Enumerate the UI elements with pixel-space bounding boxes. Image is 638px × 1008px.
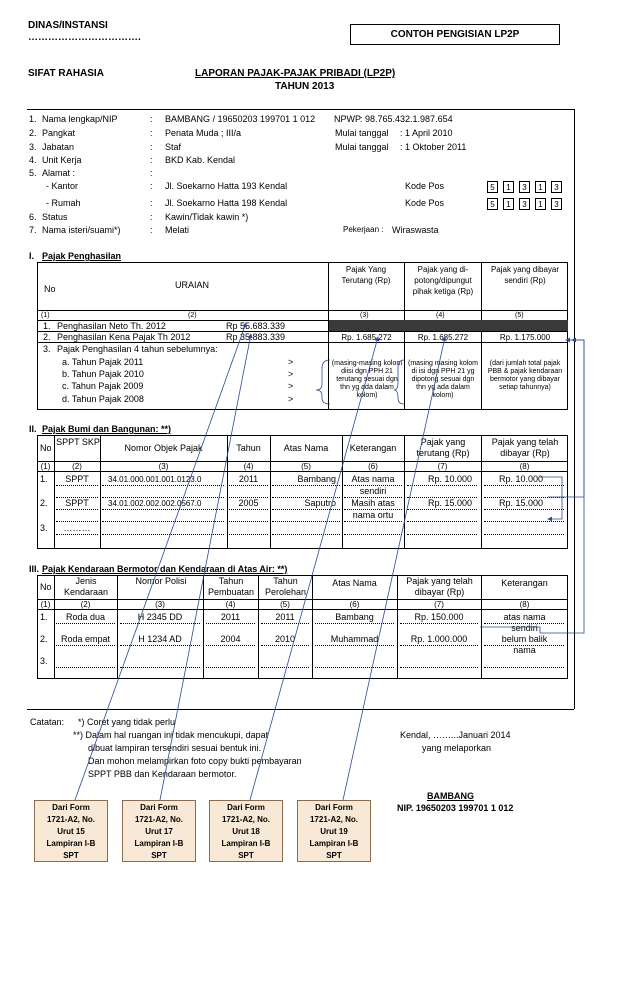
s2-row-ket2: sendiri — [359, 486, 387, 496]
form-box-line: 1721-A2, No. — [46, 815, 96, 824]
s2-idx-cell: (4) — [243, 462, 254, 471]
s1-note-dipotong: (masing masing kolom di isi dgn PPH 21 yg dipotong sesuai dgn thn yg ada dalam kolom) — [407, 360, 479, 399]
form-box-line: 1721-A2, No. — [221, 815, 271, 824]
s3-h-polisi: Nomor Polisi — [135, 576, 187, 586]
postal-code-digit: 5 — [487, 198, 498, 210]
identity-value: Jl. Soekarno Hatta 193 Kendal — [165, 181, 288, 191]
s3-h-nama: Atas Nama — [332, 578, 377, 588]
s2-h-sppt: SPPT SKP — [56, 437, 100, 447]
form-box-line: Urut 19 — [320, 827, 348, 836]
s3-row-no: 2. — [40, 634, 48, 644]
identity-no: 4. — [29, 155, 37, 165]
s1-row3-no: 3. — [43, 344, 51, 354]
s1-row1-no: 1. — [43, 321, 51, 331]
sign-nip: NIP. 19650203 199701 1 012 — [397, 803, 514, 813]
section1-roman: I. — [29, 251, 35, 261]
s3-idx-cell: (5) — [280, 600, 290, 609]
identity-sep: : — [150, 168, 153, 178]
arrow-form17 — [160, 334, 251, 800]
arrow-s2-to-s1 — [548, 340, 584, 497]
s3-idx-cell: (2) — [80, 600, 91, 609]
s3-row-bayar: Rp. 1.000.000 — [410, 634, 468, 644]
s1-row3-text: Pajak Penghasilan 4 tahun sebelumnya: — [57, 344, 218, 354]
s3-row-polisi: H 2345 DD — [137, 612, 183, 622]
identity-sep: : — [150, 142, 153, 152]
identity-sep: : — [150, 181, 153, 191]
s3-row-oleh: 2010 — [274, 634, 296, 644]
s1-note-terutang: (masing-masing kolom diisi dgn PPH 21 terutang sesuai dgn thn yg ada dalam kolom) — [331, 360, 403, 399]
notes-label: Catatan: — [30, 717, 65, 727]
identity-value: Melati — [165, 225, 190, 235]
secrecy-label: SIFAT RAHASIA — [28, 68, 104, 79]
form-box-line: SPT — [63, 851, 79, 860]
form-box-line: Urut 15 — [57, 827, 85, 836]
s3-row-jenis: Roda empat — [60, 634, 111, 644]
identity-extra-value: : 98.765.432.1.987.654 — [360, 114, 453, 124]
report-title: LAPORAN PAJAK-PAJAK PRIBADI (LP2P) — [195, 68, 396, 79]
s3-row-no: 3. — [40, 656, 48, 666]
s1-sub-a-mark: > — [288, 357, 294, 367]
s2-idx-cell: (3) — [158, 462, 169, 471]
identity-sep: : — [150, 114, 153, 124]
s3-row-polisi: H 1234 AD — [138, 634, 182, 644]
s2-row-sppt: ……… — [63, 523, 91, 533]
s1-idx-1: (1) — [41, 312, 50, 319]
s3-row-ket2: nama — [513, 645, 536, 655]
identity-label: Nama lengkap/NIP — [42, 114, 118, 124]
identity-sep: : — [150, 225, 153, 235]
s1-sub-c: c. Tahun Pajak 2009 — [62, 381, 144, 391]
section2-roman: II. — [29, 424, 37, 434]
s1-sub-c-mark: > — [288, 381, 294, 391]
form-box-line: SPT — [151, 851, 167, 860]
s3-h-jenis: Jenis Kendaraan — [63, 576, 109, 597]
s1-note-sendiri: (dari jumlah total pajak PBB & pajak kendaraan bermotor yang dibayar setiap tahunnya) — [487, 360, 563, 391]
s2-row-no: 2. — [40, 498, 48, 508]
s2-row-tahun: 2005 — [238, 498, 259, 508]
s2-row-dibayar: Rp. 15.000 — [498, 498, 543, 508]
s3-h-bayar: Pajak yang telah dibayar (Rp) — [406, 576, 473, 597]
s2-idx-cell: (7) — [437, 462, 448, 471]
s2-row-nama: Bambang — [297, 474, 336, 484]
s1-row2-sendiri: Rp. 1.175.000 — [499, 333, 551, 342]
section2-title: Pajak Bumi dan Bangunan: **) — [42, 424, 172, 434]
identity-label: - Kantor — [46, 181, 79, 191]
s3-row-ket: belum balik — [501, 634, 548, 644]
postal-code-digit: 5 — [487, 181, 498, 193]
s2-h-no: No — [40, 443, 52, 453]
arrow-form19 — [343, 337, 445, 800]
s3-idx-cell: (3) — [155, 600, 165, 609]
s3-row-oleh: 2011 — [275, 612, 295, 622]
s2-row-no: 3. — [40, 523, 48, 533]
identity-extra-label: Mulai tanggal — [335, 142, 389, 152]
identity-label: Unit Kerja — [42, 155, 82, 165]
identity-label: Nama isteri/suami*) — [42, 225, 121, 235]
s1-row2-no: 2. — [43, 332, 51, 342]
s2-row-ket: Masih atas — [351, 498, 395, 508]
form-box-line: Dari Form — [140, 803, 178, 812]
s2-row-terutang: Rp. 10.000 — [427, 474, 472, 484]
s2-idx-cell: (8) — [519, 462, 530, 471]
s1-idx-5: (5) — [515, 312, 524, 319]
form-box-line: Dari Form — [227, 803, 265, 812]
s3-idx-cell: (8) — [519, 600, 530, 609]
s1-sub-d-mark: > — [288, 394, 294, 404]
identity-extra-label: Pekerjaan : — [343, 225, 384, 234]
s2-idx-cell: (1) — [40, 462, 51, 471]
s1-idx-4: (4) — [436, 312, 445, 319]
brace-s1-dipotong — [394, 360, 404, 404]
s2-row-terutang: Rp. 15.000 — [427, 498, 472, 508]
note-2: **) Dalam hal ruangan ini tidak mencukupi, dapat — [73, 730, 269, 740]
s2-h-terutang: Pajak yang terutang (Rp) — [416, 437, 470, 458]
arrow-form18 — [250, 337, 378, 800]
s1-sub-d: d. Tahun Pajak 2008 — [62, 394, 144, 404]
s3-row-bayar: Rp. 150.000 — [414, 612, 464, 622]
form-box-line: Lampiran I-B — [221, 839, 271, 848]
postal-code-digit: 1 — [535, 181, 546, 193]
s2-h-ket: Keterangan — [349, 443, 397, 453]
s2-row-sppt: SPPT — [65, 474, 89, 484]
note-1: *) Coret yang tidak perlu — [78, 717, 176, 727]
s3-h-no: No — [40, 582, 52, 592]
identity-no: 7. — [29, 225, 37, 235]
sign-role: yang melaporkan — [422, 743, 492, 753]
s2-row-ket2: nama ortu — [352, 510, 394, 520]
s1-row2-terutang: Rp. 1.685.272 — [341, 333, 392, 342]
s3-h-oleh: Tahun Perolehan — [264, 576, 307, 597]
s1-col-terutang: Pajak Yang Terutang (Rp) — [341, 265, 391, 285]
identity-extra-value: : 1 April 2010 — [400, 128, 453, 138]
identity-extra-label: Kode Pos — [405, 181, 445, 191]
identity-value: Jl. Soekarno Hatta 198 Kendal — [165, 198, 288, 208]
form-box-line: Lampiran I-B — [134, 839, 184, 848]
note-3: dibuat lampiran tersendiri sesuai bentuk ini. — [88, 743, 262, 753]
postal-code-digit: 3 — [551, 181, 562, 193]
s1-idx-2: (2) — [188, 312, 197, 319]
identity-value: Staf — [165, 142, 182, 152]
identity-no: 1. — [29, 114, 37, 124]
identity-sep: : — [150, 155, 153, 165]
s2-row-dibayar: Rp. 10.000 — [498, 474, 543, 484]
s3-row-nama: Bambang — [335, 612, 374, 622]
s3-row-no: 1. — [40, 612, 48, 622]
sign-place-date: Kendal, ……...Januari 2014 — [400, 730, 511, 740]
form-box-line: Dari Form — [52, 803, 90, 812]
form-box-line: Urut 18 — [232, 827, 260, 836]
arrow-form15 — [75, 323, 246, 800]
s1-row2-amount: Rp 35.883.339 — [226, 332, 286, 342]
s2-h-nop: Nomor Objek Pajak — [124, 443, 203, 453]
s3-idx-cell: (1) — [40, 600, 51, 609]
identity-label: Alamat : — [42, 168, 76, 178]
identity-sep: : — [150, 198, 153, 208]
postal-code-digit: 1 — [535, 198, 546, 210]
s2-h-tahun: Tahun — [236, 443, 261, 453]
s3-idx-cell: (7) — [434, 600, 444, 609]
identity-value: Kawin/Tidak kawin *) — [165, 212, 249, 222]
form-box-line: Lampiran I-B — [46, 839, 96, 848]
form-box-line: 1721-A2, No. — [309, 815, 359, 824]
s2-row-ket: Atas nama — [351, 474, 395, 484]
note-5: SPPT PBB dan Kendaraan bermotor. — [88, 769, 237, 779]
identity-no: 5. — [29, 168, 37, 178]
s1-row2-dipotong: Rp. 1.685.272 — [417, 333, 469, 342]
s2-row-nop: 34.01.000.001.001.0123.0 — [108, 475, 202, 484]
s1-idx-3: (3) — [360, 312, 369, 319]
postal-code-digit: 3 — [551, 198, 562, 210]
identity-label: Jabatan — [42, 142, 75, 152]
form-box-line: Urut 17 — [145, 827, 173, 836]
postal-code-digit: 1 — [503, 181, 514, 193]
s1-col-sendiri: Pajak yang dibayar sendiri (Rp) — [490, 265, 560, 285]
s1-sub-b: b. Tahun Pajak 2010 — [62, 369, 144, 379]
form-box-line: Lampiran I-B — [309, 839, 359, 848]
s1-col-uraian: URAIAN — [175, 280, 210, 290]
s2-idx-cell: (2) — [72, 462, 82, 471]
identity-no: 6. — [29, 212, 37, 222]
identity-extra-label: Mulai tanggal — [335, 128, 389, 138]
s2-row-no: 1. — [40, 474, 48, 484]
identity-no: 3. — [29, 142, 37, 152]
s3-h-ket: Keterangan — [501, 578, 548, 588]
s3-row-buat: 2004 — [220, 634, 241, 644]
postal-code-digit: 3 — [519, 181, 530, 193]
identity-extra-label: NPWP — [334, 114, 361, 124]
postal-code-digit: 1 — [503, 198, 514, 210]
s2-row-tahun: 2011 — [238, 474, 259, 484]
agency-dots: ……………………………. — [28, 32, 141, 43]
s3-idx-cell: (6) — [349, 600, 360, 609]
identity-value: Penata Muda ; III/a — [165, 128, 242, 138]
s1-col-dipotong: Pajak yang di-potong/dipungut pihak ketiga (Rp) — [412, 265, 474, 296]
s3-row-nama: Muhammad — [330, 634, 379, 644]
s1-row1-amount: Rp 55.683.339 — [226, 321, 286, 331]
s3-row-jenis: Roda dua — [65, 612, 106, 622]
form-box-line: SPT — [326, 851, 342, 860]
s2-row-nop: 34.01.002.002.002.0567.0 — [108, 499, 202, 508]
form-box-line: Dari Form — [315, 803, 353, 812]
s1-sub-a: a. Tahun Pajak 2011 — [62, 357, 144, 367]
brace-s1-terutang — [316, 360, 330, 404]
s1-sub-b-mark: > — [288, 369, 294, 379]
identity-value: BKD Kab. Kendal — [165, 155, 236, 165]
s3-h-buat: Tahun Pembuatan — [207, 576, 255, 597]
identity-label: - Rumah — [46, 198, 81, 208]
example-box: CONTOH PENGISIAN LP2P — [350, 24, 560, 45]
report-year: TAHUN 2013 — [275, 81, 335, 92]
identity-sep: : — [150, 212, 153, 222]
identity-label: Pangkat — [42, 128, 76, 138]
identity-extra-value: Wiraswasta — [392, 225, 439, 235]
s3-row-ket: atas nama — [503, 612, 546, 622]
identity-no: 2. — [29, 128, 37, 138]
form-box-line: 1721-A2, No. — [134, 815, 184, 824]
identity-value: BAMBANG / 19650203 199701 1 012 — [165, 114, 316, 124]
s3-row-buat: 2011 — [220, 612, 241, 622]
section1-title: Pajak Penghasilan — [42, 251, 122, 261]
s2-idx-cell: (6) — [368, 462, 378, 471]
s3-row-ket2: sendiri — [511, 623, 538, 633]
brace-s2 — [540, 477, 562, 519]
s1-col-no: No — [44, 284, 56, 294]
note-4: Dan mohon melampirkan foto copy bukti pembayaran — [88, 756, 302, 766]
postal-code-digit: 3 — [519, 198, 530, 210]
identity-extra-value: : 1 Oktober 2011 — [400, 142, 467, 152]
sign-name: BAMBANG — [427, 791, 474, 801]
section3-title: Pajak Kendaraan Bermotor dan Kendaraan di Atas Air: **) — [42, 564, 288, 574]
s2-h-nama: Atas Nama — [283, 443, 329, 453]
s2-row-sppt: SPPT — [65, 498, 89, 508]
s2-row-nama: Saputro — [304, 498, 336, 508]
line-s3 — [480, 627, 540, 633]
identity-label: Status — [42, 212, 68, 222]
s1-row1-text: Penghasilan Neto Th. 2012 — [57, 321, 166, 331]
form-box-line: SPT — [238, 851, 254, 860]
s3-idx-cell: (4) — [225, 600, 236, 609]
s2-idx-cell: (5) — [301, 462, 311, 471]
s2-h-dibayar: Pajak yang telah dibayar (Rp) — [491, 437, 559, 458]
identity-sep: : — [150, 128, 153, 138]
s1-row2-text: Penghasilan Kena Pajak Th 2012 — [57, 332, 191, 342]
agency-label: DINAS/INSTANSI — [28, 20, 108, 31]
section3-roman: III. — [29, 564, 40, 574]
identity-extra-label: Kode Pos — [405, 198, 445, 208]
